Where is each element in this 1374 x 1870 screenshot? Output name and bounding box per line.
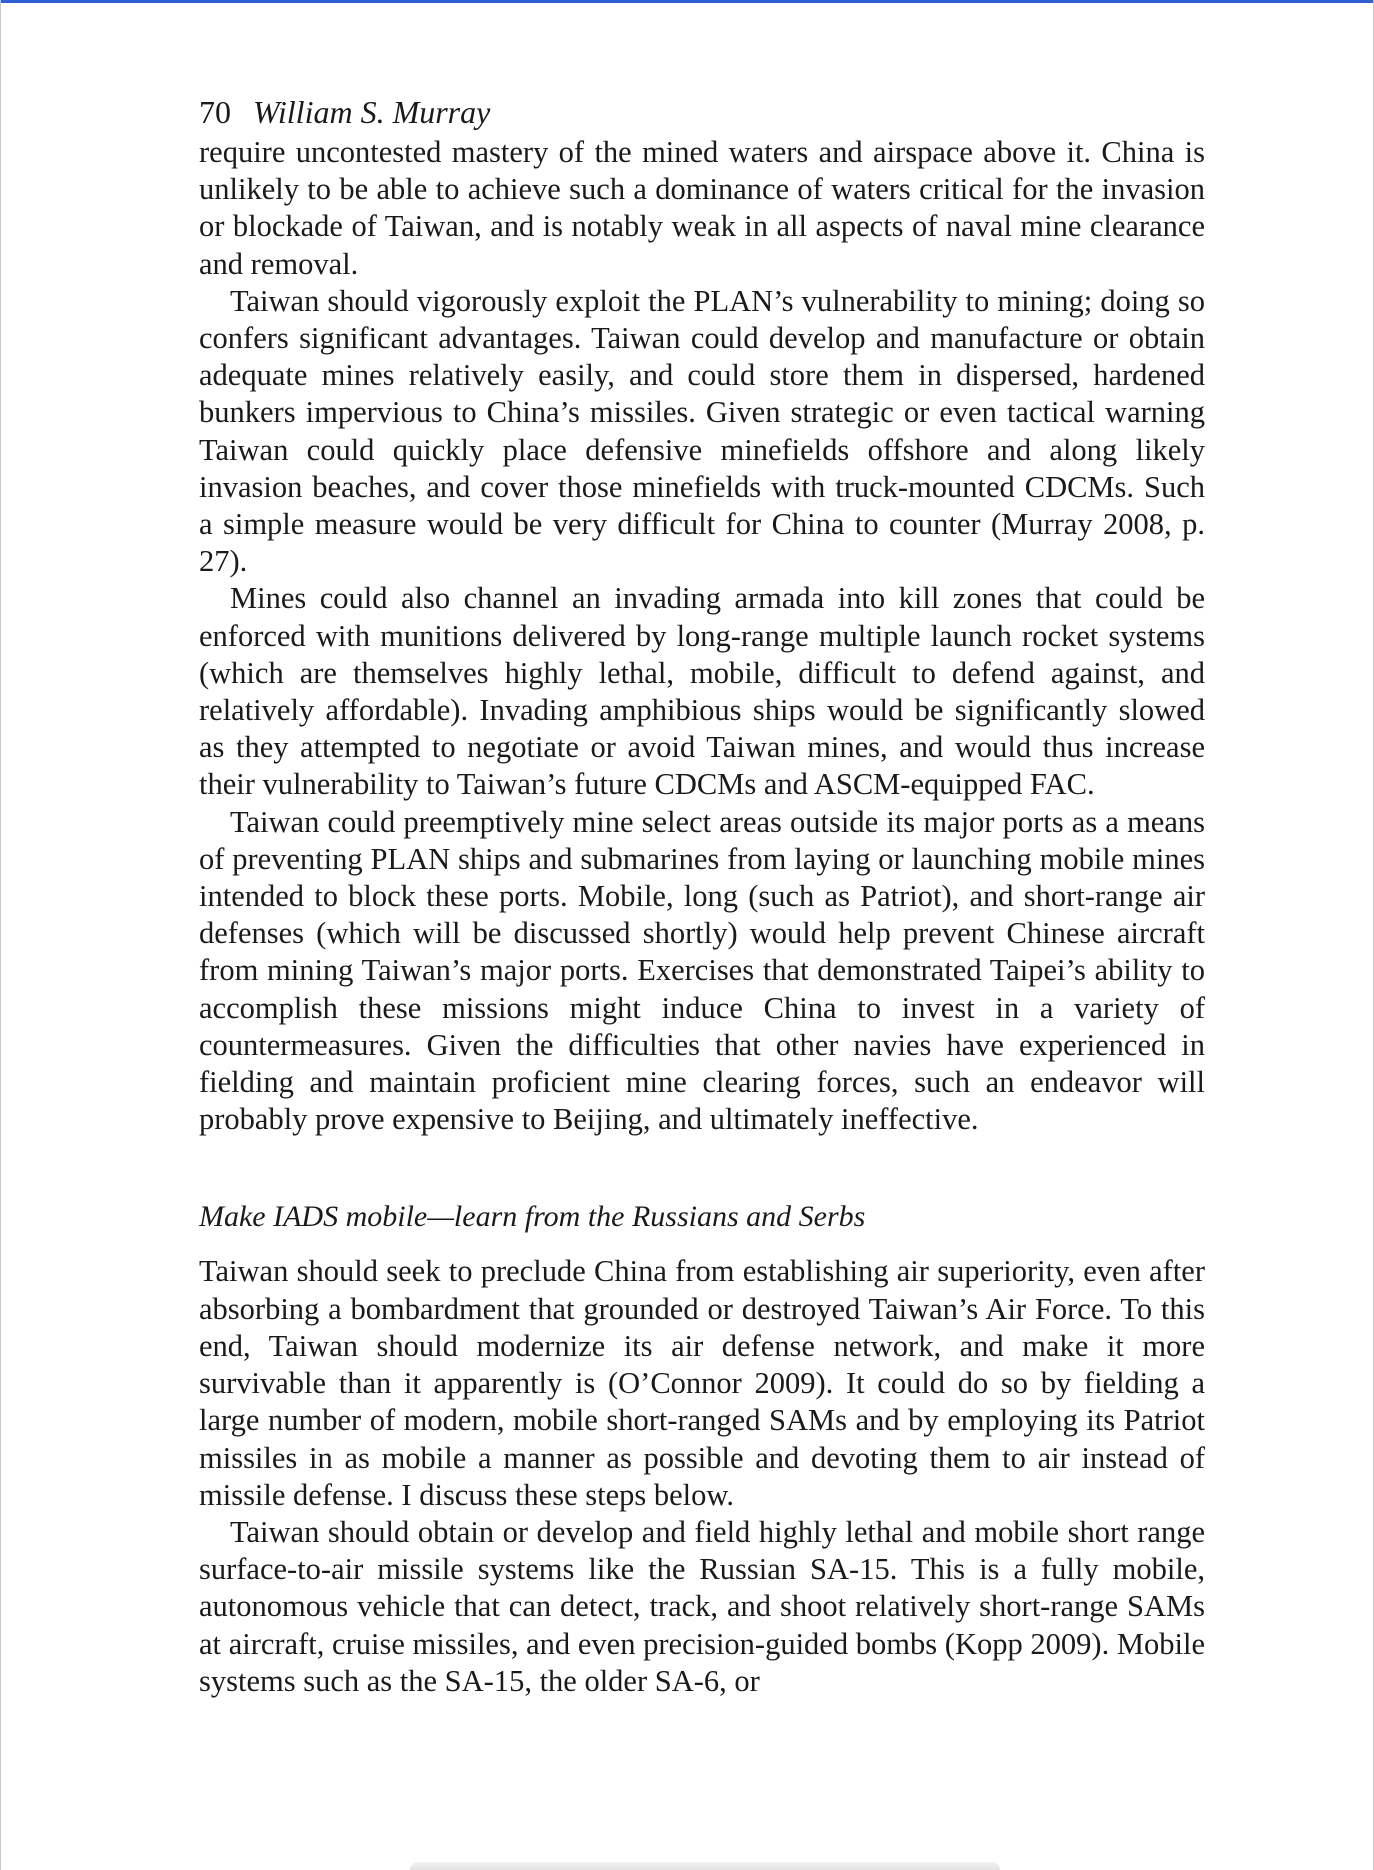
viewer-top-bar [0,0,1374,3]
page-left-edge [0,0,1,1870]
paragraph-mining-advantages: Taiwan should vigorously exploit the PLAN’s vulnerability to mining; doing so confers significant advantages. Taiwan could develop and manufacture or obtain adequate mines relatively easily, and could store them in dispersed, hardened bunkers impervious to China’s missiles. Given strategic or even tactical warning Taiwan could quickly place defensive minefields offshore and along likely invasion beaches, and cover those minefields with truck-mounted CDCMs. Such a simple measure would be very difficult for China to counter (Murray 2008, p. 27). [199,283,1205,579]
scroll-indicator [410,1862,1000,1870]
running-head-author: William S. Murray [253,94,491,130]
paragraph-air-superiority: Taiwan should seek to preclude China from establishing air superiority, even after absorbing a bombardment that grounded or destroyed Taiwan’s Air Force. To this end, Taiwan should modernize its air defense network, and make it more survivable than it apparently is (O’Connor 2009). It could do so by fielding a large number of modern, mobile short-ranged SAMs and by employing its Patriot missiles in as mobile a manner as possible and devoting them to air instead of missile defense. I discuss these steps below. [199,1254,1205,1512]
paragraph-short-range-sams: Taiwan should obtain or develop and field highly lethal and mobile short range surface-to-air missile systems like the Russian SA-15. This is a fully mobile, autonomous vehicle that can detect, track, and shoot relatively short-range SAMs at aircraft, cruise missiles, and even precision-guided bombs (Kopp 2009). Mobile systems such as the SA-15, the older SA-6, or [199,1514,1205,1698]
page-number: 70 [199,94,231,130]
running-head [199,92,1205,132]
book-page [199,92,1205,1700]
section-heading: Make IADS mobile—learn from the Russians and Serbs [199,1200,866,1234]
paragraph-continued: require uncontested mastery of the mined waters and airspace above it. China is unlikely to be able to achieve such a dominance of waters critical for the invasion or blockade of Taiwan, and is notably weak in all aspects of naval mine clearance and removal. [199,135,1205,281]
paragraph-kill-zones: Mines could also channel an invading armada into kill zones that could be enforced with munitions delivered by long-range multiple launch rocket systems (which are themselves highly lethal, mobile, difficult to defend against, and relatively affordable). Invading amphibious ships would be significantly slowed as they attempted to negotiate or avoid Taiwan mines, and would thus increase their vulnerability to Taiwan’s future CDCMs and ASCM-equipped FAC. [199,581,1205,802]
paragraph-preemptive-mining: Taiwan could preemptively mine select areas outside its major ports as a means of preventing PLAN ships and submarines from laying or launching mobile mines intended to block these ports. Mobile, long (such as Patriot), and short-range air defenses (which will be discussed shortly) would help prevent Chinese aircraft from mining Taiwan’s major ports. Exercises that demonstrated Taipei’s ability to accomplish these missions might induce China to invest in a variety of countermeasures. Given the difficulties that other navies have experienced in fielding and maintain proficient mine clearing forces, such an endeavor will probably prove expensive to Beijing, and ultimately ineffective. [199,804,1205,1137]
